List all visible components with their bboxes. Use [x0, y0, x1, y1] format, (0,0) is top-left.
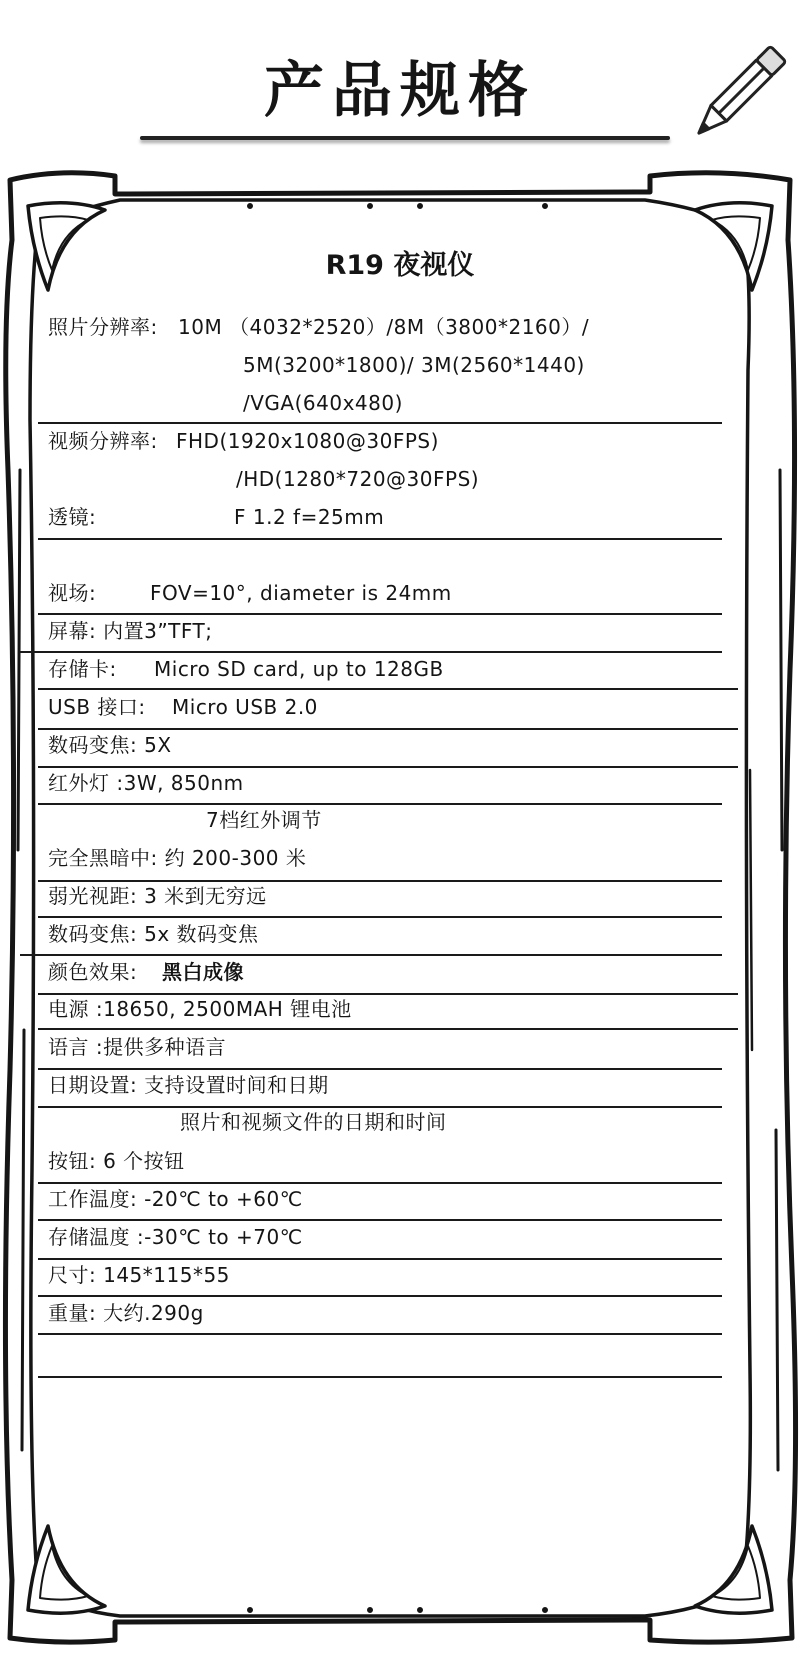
row-divider: [38, 613, 722, 615]
row-divider: [20, 954, 722, 956]
usb-label: USB 接口:: [48, 695, 146, 719]
row-divider: [20, 651, 722, 653]
photo-resolution-line-2: 5M(3200*1800)/ 3M(2560*1440): [243, 353, 585, 377]
ir-levels-spec: 7档红外调节: [206, 808, 322, 832]
row-divider: [38, 803, 722, 805]
storage-card-label: 存储卡:: [48, 657, 117, 681]
photo-resolution-line-1: 10M （4032*2520）/8M（3800*2160）/: [178, 315, 590, 339]
digital-zoom-spec: 数码变焦: 5X: [48, 733, 172, 757]
weight-spec: 重量: 大约.290g: [48, 1301, 204, 1325]
color-effect-label: 颜色效果:: [48, 960, 138, 984]
lens-value: F 1.2 f=25mm: [234, 505, 385, 529]
buttons-spec: 按钮: 6 个按钮: [48, 1149, 185, 1173]
video-resolution-line-2: /HD(1280*720@30FPS): [236, 467, 480, 491]
row-divider: [38, 1376, 722, 1378]
video-resolution-label: 视频分辨率:: [48, 429, 158, 453]
ir-light-spec: 红外灯 :3W, 850nm: [48, 771, 244, 795]
fov-value: FOV=10°, diameter is 24mm: [150, 581, 452, 605]
screen-spec: 屏幕: 内置3”TFT;: [48, 619, 213, 643]
pencil-icon: [680, 42, 790, 152]
storage-temperature-spec: 存储温度 :-30℃ to +70℃: [48, 1225, 303, 1249]
date-stamp-spec: 照片和视频文件的日期和时间: [180, 1110, 447, 1134]
working-temperature-spec: 工作温度: -20℃ to +60℃: [48, 1187, 303, 1211]
photo-resolution-line-3: /VGA(640x480): [243, 391, 403, 415]
color-effect-value: 黑白成像: [162, 960, 244, 984]
usb-value: Micro USB 2.0: [172, 695, 318, 719]
row-divider: [38, 538, 722, 540]
dark-range-spec: 完全黑暗中: 约 200-300 米: [48, 846, 307, 870]
storage-card-value: Micro SD card, up to 128GB: [154, 657, 444, 681]
row-divider: [38, 422, 722, 424]
digital-zoom-detail-spec: 数码变焦: 5x 数码变焦: [48, 922, 259, 946]
lens-label: 透镜:: [48, 505, 97, 529]
size-spec: 尺寸: 145*115*55: [48, 1263, 230, 1287]
language-spec: 语言 :提供多种语言: [48, 1035, 227, 1059]
page-title: 产品规格: [264, 56, 536, 126]
row-divider: [38, 916, 722, 918]
video-resolution-line-1: FHD(1920x1080@30FPS): [176, 429, 439, 453]
row-divider: [38, 1333, 722, 1335]
low-light-range-spec: 弱光视距: 3 米到无穷远: [48, 884, 267, 908]
row-divider: [38, 1219, 722, 1221]
row-divider: [38, 688, 738, 690]
photo-resolution-label: 照片分辨率:: [48, 315, 158, 339]
fov-label: 视场:: [48, 581, 97, 605]
product-name: R19 夜视仪: [325, 250, 475, 281]
title-underline: [140, 136, 670, 140]
row-divider: [38, 1028, 738, 1030]
row-divider: [38, 1295, 722, 1297]
power-spec: 电源 :18650, 2500MAH 锂电池: [48, 997, 352, 1021]
date-setting-spec: 日期设置: 支持设置时间和日期: [48, 1073, 329, 1097]
